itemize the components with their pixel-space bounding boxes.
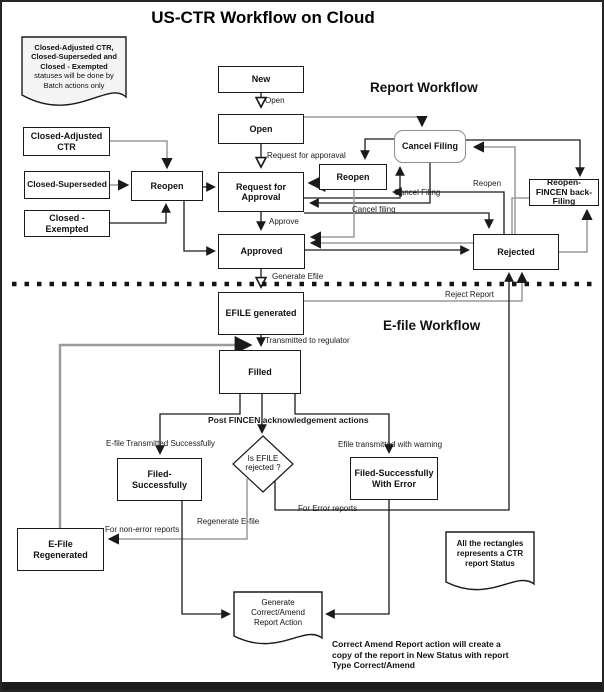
node-open: Open bbox=[218, 114, 304, 144]
note-batch-actions: Closed-Adjusted CTR, Closed-Superseded and Closed - Exempted statuses will be done by Batch actions only bbox=[31, 43, 117, 90]
edge-label-approve: Approve bbox=[269, 217, 299, 226]
node-filed-successfully: Filed-Successfully bbox=[117, 458, 202, 501]
node-reopen-mid: Reopen bbox=[319, 164, 387, 190]
edge-closedadjusted-reopen bbox=[110, 141, 167, 167]
edge-closedexempted-reopen bbox=[110, 205, 166, 223]
edge-label-open: Open bbox=[265, 96, 285, 105]
node-closed-exempted: Closed - Exempted bbox=[24, 210, 110, 237]
note-rectangles: All the rectangles represents a CTR report Status bbox=[456, 539, 524, 568]
node-filed-with-error: Filed-Successfully With Error bbox=[350, 457, 438, 500]
node-reopen-fincen: Reopen-FINCEN back-Filing bbox=[529, 179, 599, 206]
edge-label-reject-report: Reject Report bbox=[445, 290, 494, 299]
edge-rejected-cancelfiling bbox=[475, 147, 515, 234]
node-efile-generated: EFILE generated bbox=[218, 292, 304, 335]
edge-label-regenerate: Regenerate E-file bbox=[197, 517, 260, 526]
edge-label-cancel-filing-2: Cancel filing bbox=[352, 205, 396, 214]
edge-label-cancel-filing-1: Cancel Filing bbox=[394, 188, 441, 197]
node-cancel-filing: Cancel Filing bbox=[394, 130, 466, 163]
edge-filederror-generate bbox=[327, 500, 389, 614]
node-closed-adjusted: Closed-Adjusted CTR bbox=[23, 127, 110, 156]
edge-label-for-error: For Error reports bbox=[298, 504, 358, 513]
section-title-report: Report Workflow bbox=[370, 80, 478, 95]
edge-label-efile-warning: Efile transmitted with warning bbox=[338, 440, 443, 449]
edge-open-cancelfiling bbox=[304, 117, 422, 125]
node-reopen-left: Reopen bbox=[131, 171, 203, 201]
edge-rfa-rejected bbox=[304, 213, 489, 227]
node-efile-regenerated: E-File Regenerated bbox=[17, 528, 104, 571]
edge-label-transmitted: Transmitted to regulator bbox=[265, 336, 350, 345]
edge-label-post-fincen: Post FINCEN acknowledgement actions bbox=[208, 415, 369, 425]
node-decision-text: Is EFILE rejected ? bbox=[245, 454, 281, 473]
edge-label-request-for-approval: Request for apporaval bbox=[267, 151, 346, 160]
edge-label-generate-efile: Generate Efile bbox=[272, 272, 324, 281]
node-closed-superseded: Closed-Superseded bbox=[24, 171, 110, 199]
edge-label-efile-success: E-file Transmitted Successfully bbox=[106, 439, 215, 448]
node-request-for-approval: Request for Approval bbox=[218, 172, 304, 212]
doc-generate-text: Generate Correct/Amend Report Action bbox=[251, 598, 305, 627]
edge-label-for-non-error: For non-error reports bbox=[105, 525, 180, 534]
edge-rejected-fincen bbox=[559, 211, 587, 252]
node-new: New bbox=[218, 66, 304, 93]
section-title-efile: E-file Workflow bbox=[383, 318, 481, 333]
edge-cancelfiling-fincen bbox=[466, 140, 580, 175]
edge-reopenleft-approved bbox=[184, 201, 214, 251]
connector-lines bbox=[2, 2, 604, 692]
edge-cancelfiling-reopen bbox=[365, 139, 394, 158]
edge-label-reopen: Reopen bbox=[473, 179, 502, 188]
node-rejected: Rejected bbox=[473, 234, 559, 270]
bottom-bar bbox=[2, 682, 604, 690]
node-approved: Approved bbox=[218, 234, 305, 269]
diagram-title: US-CTR Workflow on Cloud bbox=[151, 8, 375, 27]
note-correct-amend: Correct Amend Report action will create a copy of the report in New Status with report Type Correct/Amend bbox=[332, 639, 509, 671]
node-filled: Filled bbox=[219, 350, 301, 394]
